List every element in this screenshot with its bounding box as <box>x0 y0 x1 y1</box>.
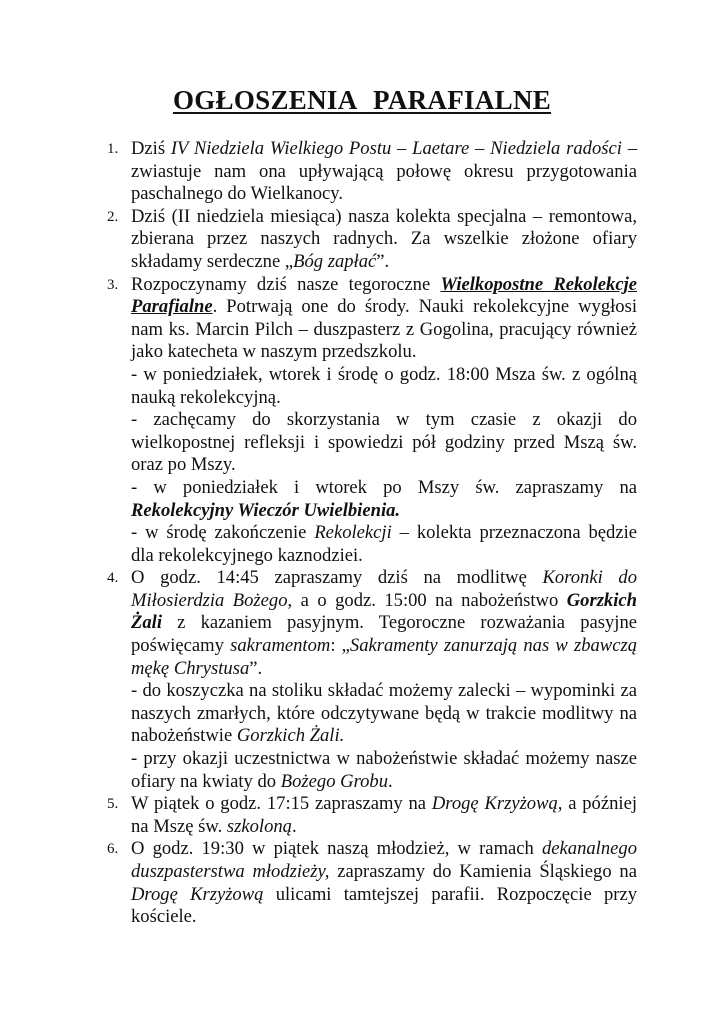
italic-segment: sakramentom <box>230 635 331 657</box>
text-segment: – kolekta przeznaczona będzie dla rekolekcyjnego kaznodziei. <box>131 522 637 566</box>
item-number: 5. <box>107 796 119 813</box>
item-number: 1. <box>107 141 119 157</box>
italic-segment: Drogę Krzyżową, <box>431 793 563 815</box>
italic-segment: szkoloną <box>226 815 292 837</box>
text-segment: , a o godz. 15:00 na nabożeństwo <box>287 589 567 611</box>
text-segment: O godz. 19:30 w piątek naszą młodzież, w ramach <box>131 838 542 860</box>
text-segment: - w poniedziałek i wtorek po Mszy św. zapraszamy na <box>131 476 637 498</box>
bold-italic-underlined-segment: Wielkopostne Rekolekcje Parafialne <box>131 273 637 318</box>
text-segment: Rozpoczynamy dziś nasze tegoroczne <box>131 273 441 295</box>
text-segment: - przy okazji uczestnictwa w nabożeństwie składać możemy nasze ofiary na kwiaty do <box>131 748 637 792</box>
item-number: 2. <box>107 208 119 225</box>
item-text <box>131 138 637 206</box>
italic-segment: dekanalnego duszpasterstwa młodzieży, <box>131 838 637 882</box>
italic-segment: Bóg zapłać <box>293 250 377 272</box>
italic-segment: Sakramenty zanurzają nas w zbawczą mękę Chrystusa <box>131 635 637 679</box>
item-text <box>131 274 637 364</box>
sub-point <box>131 477 637 522</box>
announcement-item-4 <box>107 567 638 793</box>
text-segment: . Potrwają one do środy. Nauki rekolekcyjne wygłosi nam ks. Marcin Pilch – duszpasterz z Gogolina, pracujący również jako katecheta w naszym przedszkolu. <box>131 296 637 363</box>
text-segment: O godz. 14:45 zapraszamy dziś na modlitwę <box>131 567 543 589</box>
text-segment: – zwiastuje nam ona upływającą połowę okresu przygotowania paschalnego do Wielkanocy. <box>131 138 637 205</box>
announcement-item-5 <box>107 793 637 838</box>
item-number: 3. <box>107 276 119 293</box>
text-segment: ”. <box>376 250 390 272</box>
italic-segment: Drogę Krzyżową <box>131 883 264 905</box>
item-number: 4. <box>107 570 119 587</box>
item-text <box>131 838 637 928</box>
sub-point <box>131 680 637 748</box>
text-segment: ulicami tamtejszej parafii. Rozpoczęcie przy kościele. <box>131 883 638 928</box>
sub-point <box>131 748 637 793</box>
text-segment: . <box>388 770 393 792</box>
sub-point: - zachęcamy do skorzystania w tym czasie z okazji do wielkopostnej refleksji i spowiedzi pół godziny przed Mszą św. oraz po Mszy. <box>131 409 637 476</box>
text-segment: . <box>291 815 297 837</box>
announcement-item-3 <box>107 273 637 568</box>
bold-italic-segment: Gorzkich Żali <box>131 589 637 634</box>
text-segment: ”. <box>249 657 263 679</box>
text-segment: zapraszamy do Kamienia Śląskiego na <box>329 861 637 882</box>
text-segment: - w środę zakończenie <box>131 522 315 544</box>
item-text <box>131 567 637 680</box>
text-segment: z kazaniem pasyjnym. Tegoroczne rozważania pasyjne poświęcamy <box>131 612 637 657</box>
announcement-item-2 <box>107 205 637 274</box>
text-segment: Dziś (II niedziela miesiąca) nasza kolekta specjalna – remontowa, zbierana przez naszych radnych. Za wszelkie złożone ofiary składamy serdeczne „ <box>131 205 637 272</box>
item-text <box>131 206 637 274</box>
announcement-item-1 <box>107 138 637 206</box>
text-segment: a później na Mszę św. <box>131 793 637 837</box>
announcement-item-6 <box>107 838 638 928</box>
italic-segment: Gorzkich Żali. <box>236 725 345 747</box>
italic-segment: IV Niedziela Wielkiego Postu – Laetare – Niedziela radości <box>170 138 622 159</box>
bold-italic-segment: Rekolekcyjny Wieczór Uwielbienia. <box>131 499 401 521</box>
text-segment: W piątek o godz. 17:15 zapraszamy na <box>131 793 432 815</box>
text-segment: : „ <box>330 635 350 657</box>
item-number: 6. <box>107 841 119 858</box>
italic-segment: Rekolekcji <box>314 522 392 544</box>
page-title: OGŁOSZENIA PARAFIALNE <box>172 85 552 115</box>
sub-point <box>131 522 637 567</box>
sub-point: - w poniedziałek, wtorek i środę o godz. 18:00 Msza św. z ogólną nauką rekolekcyjną. <box>131 363 637 408</box>
announcements-list <box>107 138 638 929</box>
italic-segment: Koronki do Miłosierdzia Bożego <box>131 567 638 611</box>
text-segment: Dziś <box>131 138 171 159</box>
italic-segment: Bożego Grobu <box>280 770 388 792</box>
text-segment: - do koszyczka na stoliku składać możemy zalecki – wypominki za naszych zmarłych, które odczytywane będą w trakcie modlitwy na nabożeństwie <box>131 680 637 747</box>
item-text <box>131 793 637 838</box>
